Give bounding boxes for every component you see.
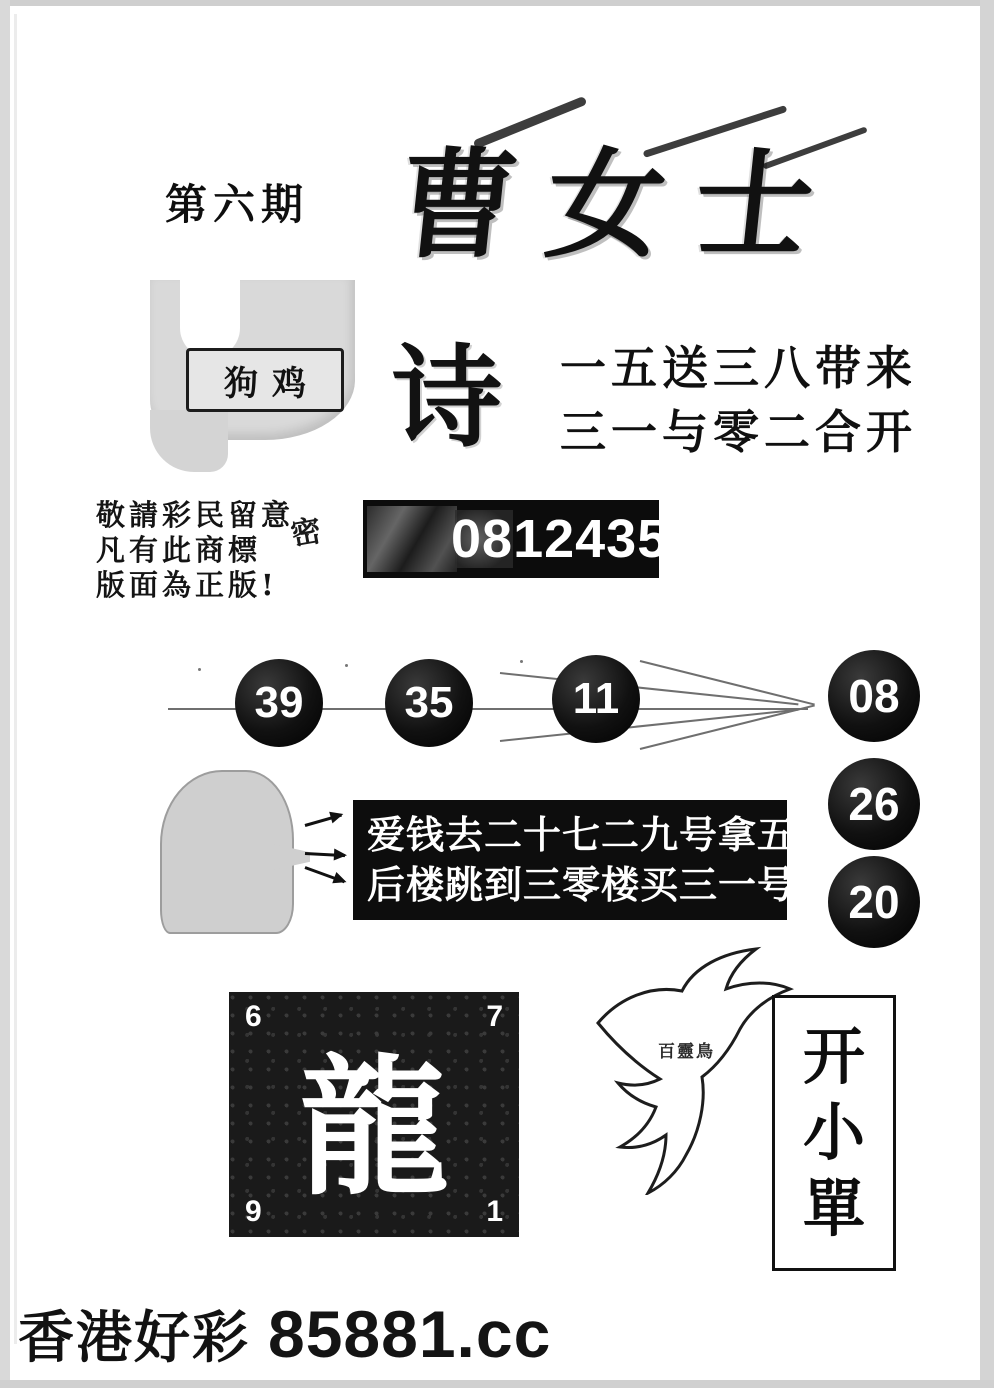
number-ball: 11 xyxy=(552,655,640,743)
code-number: 0812435 xyxy=(451,509,669,569)
bird-svg xyxy=(590,945,800,1195)
dragon-character: 龍 xyxy=(298,1039,449,1216)
poem-line-2: 三一与零二合开 xyxy=(560,405,917,459)
vertical-phrase-box xyxy=(772,995,896,1271)
issue-label: 第六期 xyxy=(165,180,310,229)
scan-edge-left xyxy=(0,0,10,1388)
notice-line-2: 凡有此商標 xyxy=(96,533,262,567)
footer-brand: 香港好彩 xyxy=(18,1305,250,1371)
zodiac-flag xyxy=(150,280,355,475)
message-banner xyxy=(353,800,797,920)
pointer-line xyxy=(640,660,815,705)
footer-site: 85881.cc xyxy=(268,1297,552,1371)
zodiac-char-1: 狗 xyxy=(224,363,258,404)
bird-label: 百靈鳥 xyxy=(658,1042,715,1062)
vertical-phrase-char-2: 小 xyxy=(802,1096,865,1169)
speaking-head-icon xyxy=(160,770,310,930)
poem-heading-char: 诗 xyxy=(392,333,502,462)
side-number-ball: 20 xyxy=(828,856,920,948)
scan-edge-top xyxy=(0,0,994,6)
message-line-2: 后楼跳到三零楼买三一号 xyxy=(367,862,797,907)
pointer-line xyxy=(500,709,799,742)
side-number-ball: 08 xyxy=(828,650,920,742)
dragon-panel xyxy=(229,992,519,1237)
poem-lines xyxy=(560,336,917,464)
notice-line-1: 敬請彩民留意 xyxy=(96,498,295,532)
flag-tail xyxy=(150,410,228,472)
zodiac-box xyxy=(186,348,344,412)
scan-edge-right xyxy=(980,0,994,1388)
message-line-1: 爱钱去二十七二九号拿五 xyxy=(367,812,797,857)
brand-title: 曹女士 xyxy=(391,135,851,274)
dragon-corner-bottom-right: 1 xyxy=(486,1195,503,1228)
bird-outline-icon xyxy=(590,945,800,1195)
code-banner xyxy=(363,500,669,578)
speech-arrow-icon xyxy=(305,814,342,827)
vertical-phrase-char-1: 开 xyxy=(802,1020,865,1093)
flag-notch xyxy=(180,280,240,358)
scan-edge-bottom xyxy=(0,1380,994,1388)
dragon-corner-top-left: 6 xyxy=(245,1000,262,1033)
number-ball: 39 xyxy=(235,659,323,747)
pointer-dot xyxy=(520,660,523,663)
notice-line-3: 版面為正版! xyxy=(96,568,278,602)
pointer-dot xyxy=(198,668,201,671)
vertical-phrase-char-3: 單 xyxy=(802,1172,865,1245)
speech-arrow-icon xyxy=(304,866,344,883)
poem-line-1: 一五送三八带来 xyxy=(560,341,917,395)
stamp-icon: 密 xyxy=(288,513,324,553)
dragon-corner-bottom-left: 9 xyxy=(245,1195,262,1228)
pointer-dot xyxy=(345,664,348,667)
side-number-ball: 26 xyxy=(828,758,920,850)
speech-arrow-icon xyxy=(305,852,345,857)
scan-edge-inner-left xyxy=(14,14,17,1344)
number-ball: 35 xyxy=(385,659,473,747)
zodiac-char-2: 鸡 xyxy=(272,363,306,404)
footer xyxy=(18,1294,551,1374)
notice-text xyxy=(96,498,294,603)
ink-smudge xyxy=(367,506,457,572)
dragon-corner-top-right: 7 xyxy=(486,1000,503,1033)
